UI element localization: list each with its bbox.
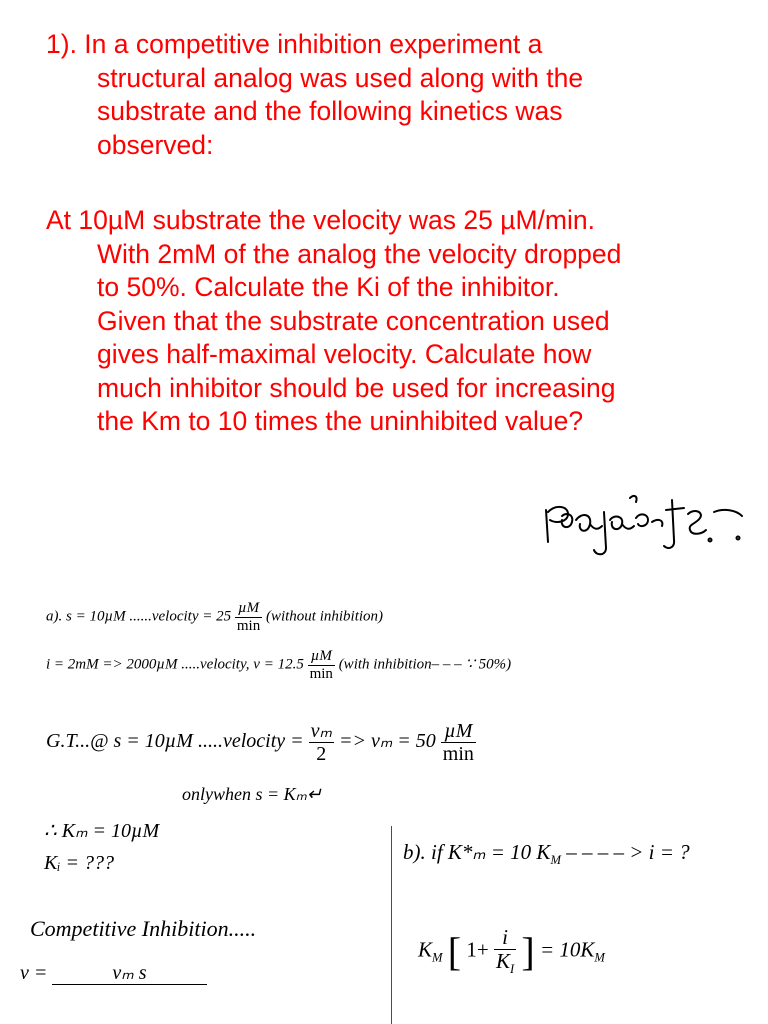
fraction [235,600,262,634]
fraction-numerator: µM [441,720,476,743]
ki-unknown: Kᵢ = ??? [44,852,114,874]
fraction [52,962,206,985]
fraction [441,720,476,765]
competitive-inhibition-heading: Competitive Inhibition..... [30,916,257,941]
competitive-velocity-equation [20,962,207,985]
fraction-numerator: vₘ s [52,962,206,985]
question-details [46,204,746,439]
equation-lhs: v = [20,962,48,984]
subscript: I [509,962,515,977]
equation-rhs: = 10K [539,937,595,962]
fraction-numerator: vₘ [310,720,332,742]
question-line: gives half-maximal velocity. Calculate how [97,339,592,369]
given-half-maximal [46,720,476,765]
fraction-denominator [494,950,516,977]
condition-line: onlywhen s = Kₘ↵ [182,784,322,804]
handwritten-signature [538,490,753,562]
subscript: M [550,853,561,868]
question-line: to 50%. Calculate the Ki of the inhibitor. [97,272,560,302]
line-text: b). if K*ₘ = 10 K [403,840,551,864]
line-text: i = 2mM => 2000µM .....velocity, v = 12.5 [46,656,304,673]
line-text: (without inhibition) [265,608,384,625]
fraction-denominator: min [236,617,261,634]
fraction-denominator: min [309,665,333,682]
fraction [309,720,334,765]
question-intro [46,28,746,162]
line-text: 1+ [466,937,489,962]
fraction [494,926,516,977]
bracket-left: [ [447,928,462,974]
line-text: (with inhibition– – – ∵ 50%) [338,656,512,673]
line-text: a). s = 10µM ......velocity = 25 [46,608,232,625]
equation-lhs: K [418,937,433,962]
given-with-inhibition [46,648,511,682]
question-line: With 2mM of the analog the velocity dropped [97,238,622,269]
column-divider [391,826,392,1024]
fraction-denominator: 2 [316,743,327,765]
fraction-numerator: µM [308,648,335,666]
question-line: Given that the substrate concentration used [97,305,610,336]
question-line: the Km to 10 times the uninhibited value? [97,406,584,436]
question-line: structural analog was used along with the [97,62,584,93]
line-text: => vₘ = 50 [338,730,436,753]
line-text: – – – – > i = ? [566,840,690,864]
question-line: substrate and the following kinetics was [97,96,563,126]
fraction-denominator: min [442,743,474,765]
km-result: ∴ Kₘ = 10µM [44,820,160,842]
question-line: At 10µM substrate the velocity was 25 µM/min. [46,205,595,235]
part-b-equation [418,926,605,977]
bracket-right: ] [521,928,535,974]
line-text: G.T...@ s = 10µM .....velocity = [46,730,304,753]
fraction-numerator: µM [235,600,262,618]
question-line: 1). In a competitive inhibition experiment a [46,29,543,59]
part-b-statement [403,840,690,868]
subscript: M [432,950,443,965]
given-without-inhibition [46,600,383,634]
denominator-text: K [495,949,510,974]
question-line: observed: [97,129,214,160]
fraction [308,648,335,682]
fraction-numerator: i [494,926,516,950]
question-line: much inhibitor should be used for increasing [97,372,616,403]
subscript: M [594,950,605,965]
